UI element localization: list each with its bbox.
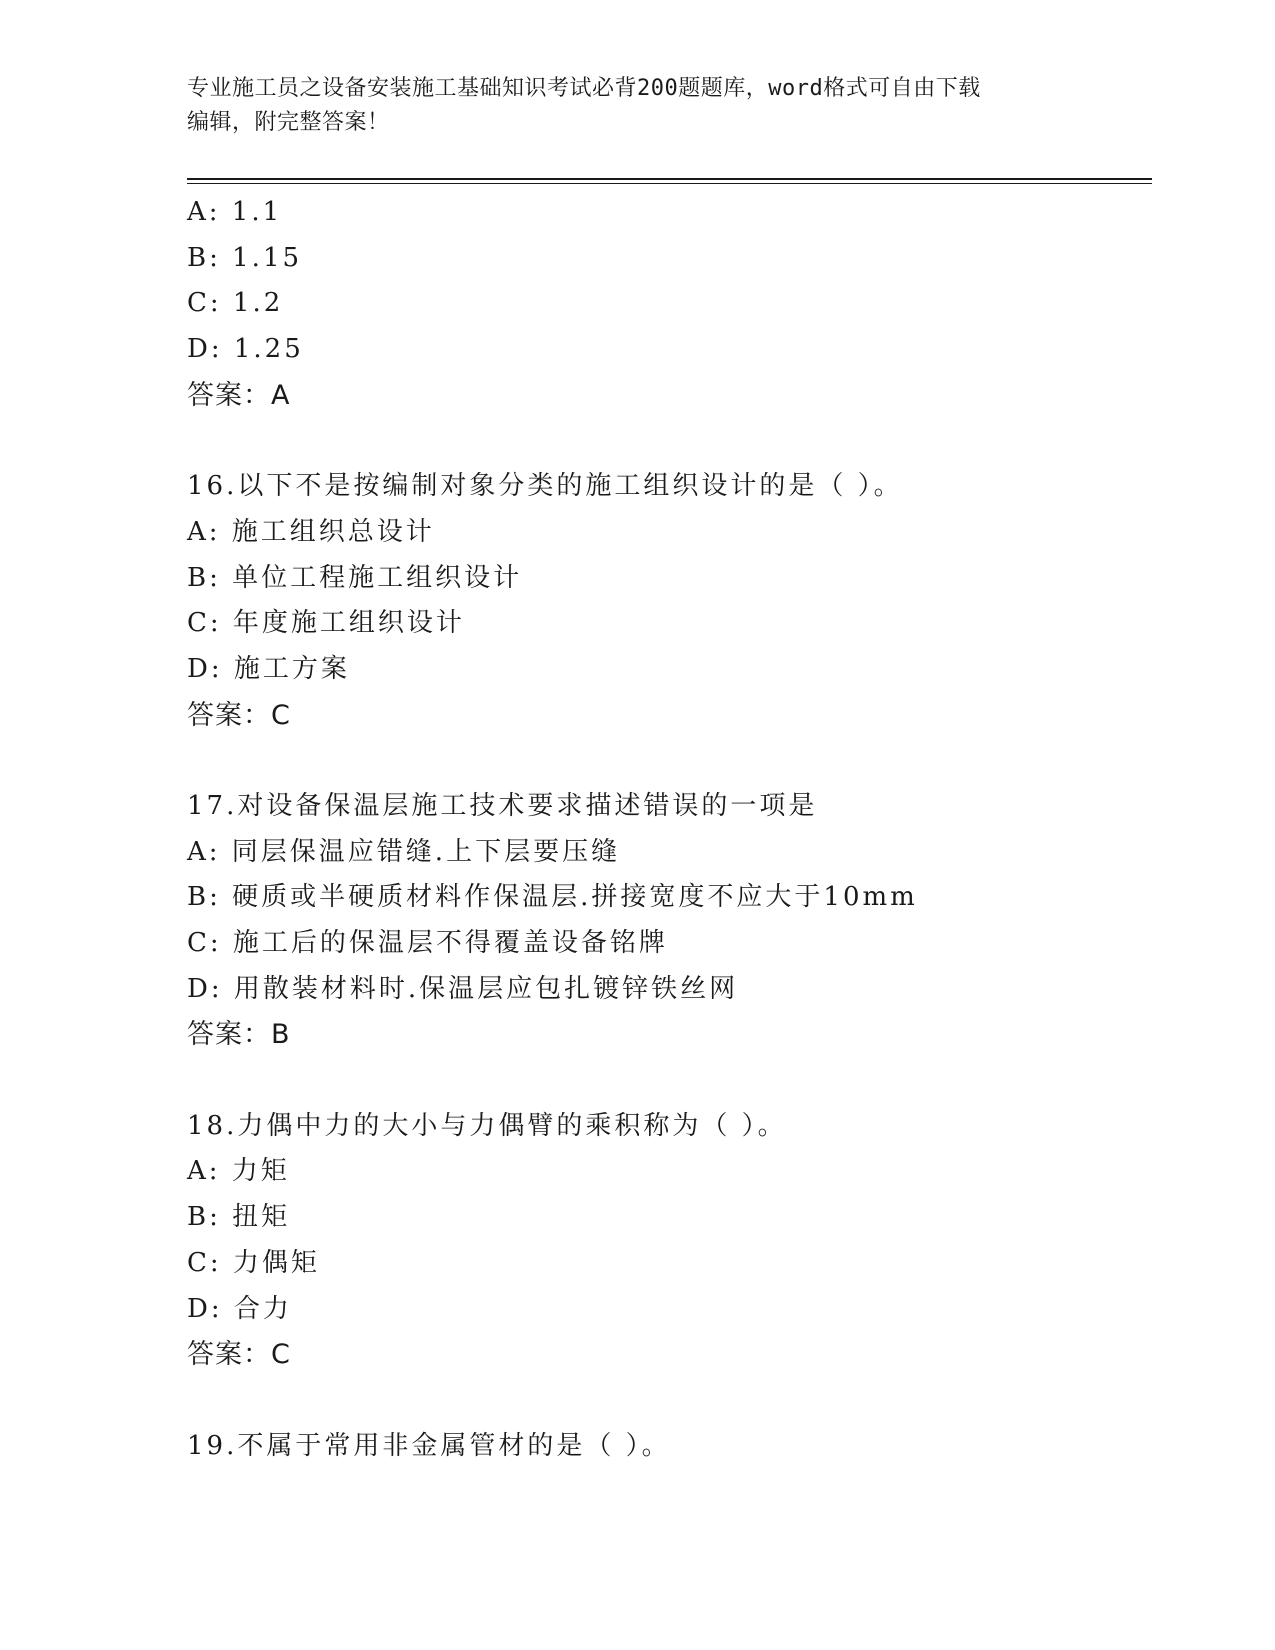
option-d: D: 1.25 [187,334,304,365]
document-header [187,72,1087,140]
spacer [187,738,1147,784]
option-c: C: 1.2 [187,288,284,319]
question-text: 18.力偶中力的大小与力偶臂的乘积称为（ ）。 [187,1110,787,1141]
option-a: A: 同层保温应错缝.上下层要压缝 [187,836,621,867]
question-18 [187,1104,1147,1378]
answer: 答案：C [187,699,291,731]
answer: 答案：C [187,1339,291,1371]
spacer [187,1058,1147,1104]
question-text: 17.对设备保温层施工技术要求描述错误的一项是 [187,790,818,821]
option-b: B: 扭矩 [187,1202,291,1233]
answer: 答案：A [187,379,291,411]
option-d: D: 合力 [187,1293,292,1324]
header-rule-thin [187,183,1152,184]
option-b: B: 1.15 [187,242,303,273]
question-17 [187,784,1147,1058]
question-text: 16.以下不是按编制对象分类的施工组织设计的是（ ）。 [187,471,903,502]
option-d: D: 用散装材料时.保温层应包扎镀锌铁丝网 [187,973,739,1004]
question-list [187,190,1147,1469]
option-a: A: 施工组织总设计 [187,516,435,547]
option-c: C: 力偶矩 [187,1247,320,1278]
question-text: 19.不属于常用非金属管材的是（ ）。 [187,1430,671,1461]
question-15 [187,190,1147,418]
option-b: B: 硬质或半硬质材料作保温层.拼接宽度不应大于10mm [187,882,918,913]
header-title-line-2: 编辑，附完整答案！ [187,110,390,135]
option-c: C: 施工后的保温层不得覆盖设备铭牌 [187,928,668,958]
option-a: A: 力矩 [187,1156,290,1187]
header-title-line-1: 专业施工员之设备安装施工基础知识考试必背200题题库，word格式可自由下载 [187,76,981,101]
spacer [187,418,1147,464]
answer: 答案：B [187,1019,291,1051]
option-c: C: 年度施工组织设计 [187,608,465,639]
option-d: D: 施工方案 [187,653,350,684]
option-a: A: 1.1 [187,197,283,227]
spacer [187,1378,1147,1424]
option-b: B: 单位工程施工组织设计 [187,562,523,593]
question-16 [187,464,1147,738]
question-19 [187,1424,1147,1470]
header-rule-thick [187,178,1152,180]
